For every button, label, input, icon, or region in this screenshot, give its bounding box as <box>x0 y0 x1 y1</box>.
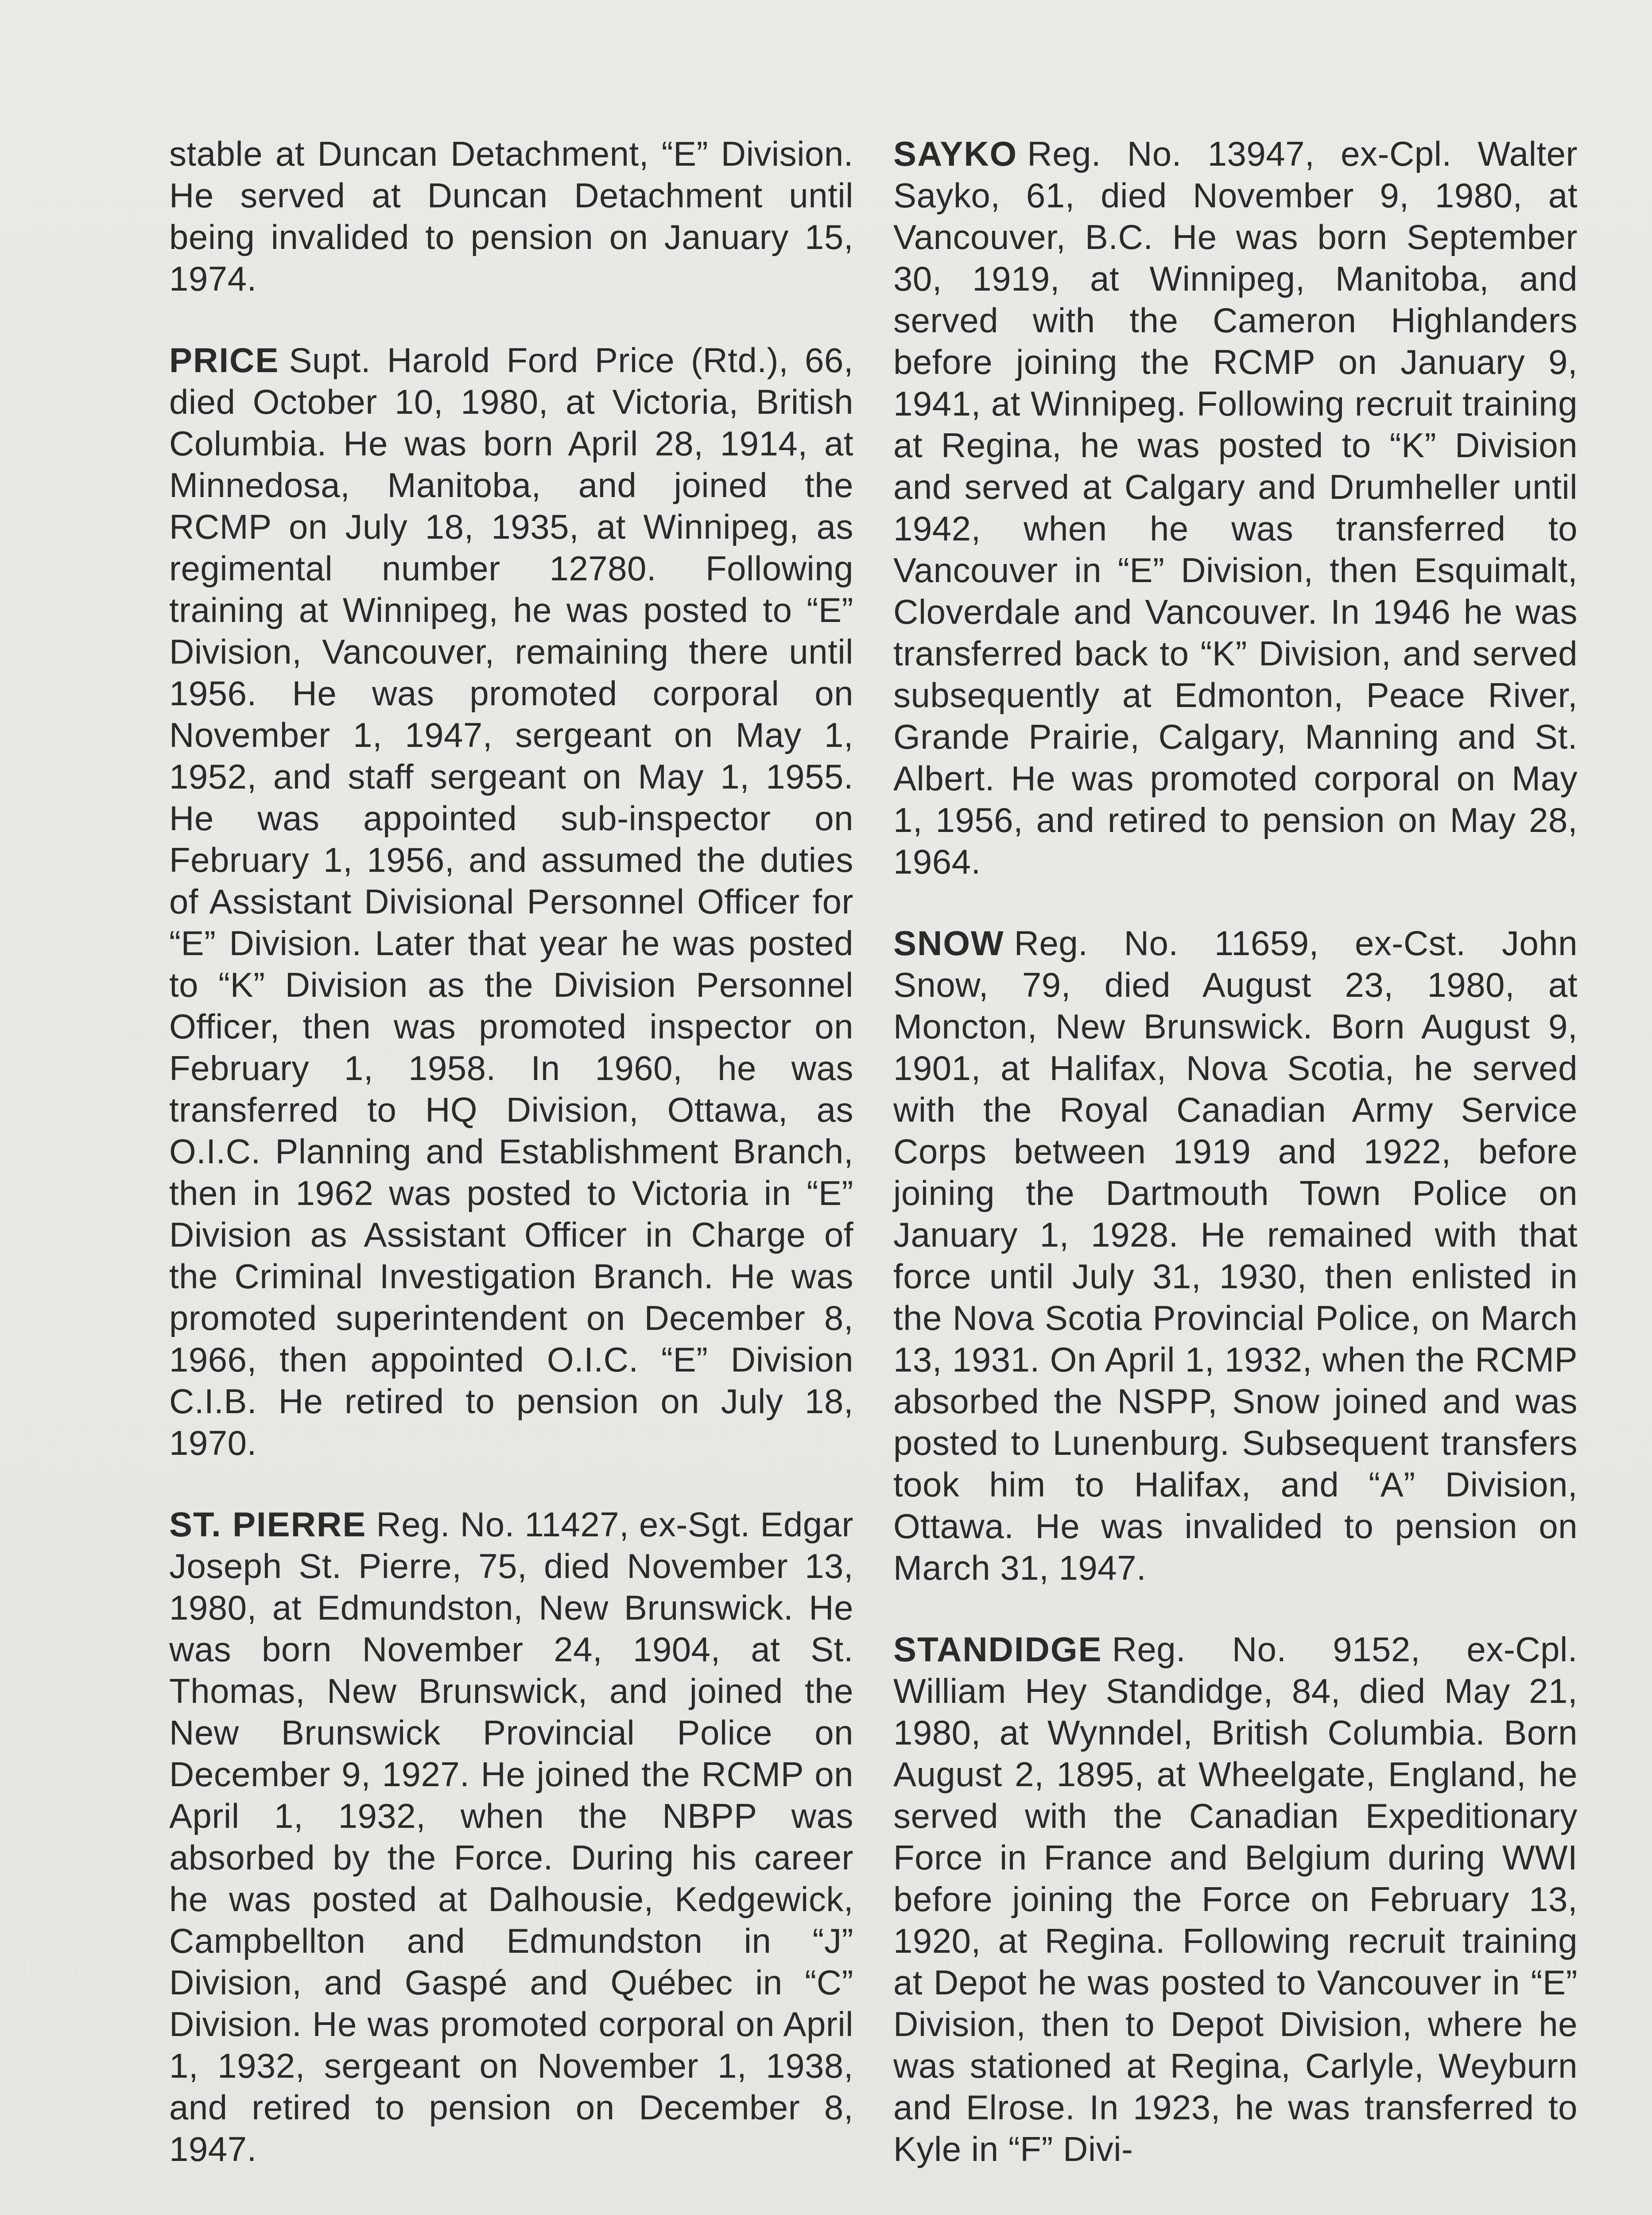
entry-surname: ST. PIERRE <box>169 1505 367 1544</box>
obituary-entry-sayko <box>893 133 1578 882</box>
entry-paragraph <box>893 1628 1578 2170</box>
entry-surname: STANDIDGE <box>893 1630 1102 1669</box>
obituary-entry-price <box>169 339 853 1464</box>
continued-text: stable at Duncan Detachment, “E” Division. He served at Duncan Detachment until being invalided to pension on January 15, 1974. <box>169 134 853 298</box>
entry-surname: PRICE <box>169 341 279 380</box>
entry-surname: SAYKO <box>893 134 1018 173</box>
obituary-entry-st-pierre <box>169 1504 853 2170</box>
entry-paragraph <box>169 339 853 1464</box>
obituary-entry-standidge <box>893 1628 1578 2170</box>
entry-paragraph <box>893 133 1578 882</box>
left-column <box>169 133 853 2210</box>
entry-text: Supt. Harold Ford Price (Rtd.), 66, died October 10, 1980, at Victoria, British Columbia. He was born April 28, 1914, at Minnedosa, Manitoba, and joined the RCMP on July 18, 1935, at Winnipeg, as regimental number 12780. Following training at Winnipeg, he was posted to “E” Division, Vancouver, remaining there until 1956. He was promoted corporal on November 1, 1947, sergeant on May 1, 1952, and staff sergeant on May 1, 1955. He was appointed sub-inspector on February 1, 1956, and assumed the duties of Assistant Divisional Personnel Officer for “E” Division. Later that year he was posted to “K” Division as the Division Personnel Officer, then was promoted inspector on February 1, 1958. In 1960, he was transferred to HQ Division, Ottawa, as O.I.C. Planning and Establishment Branch, then in 1962 was posted to Victoria in “E” Division as Assistant Officer in Charge of the Criminal Investigation Branch. He was promoted superintendent on December 8, 1966, then appointed O.I.C. “E” Division C.I.B. He retired to pension on July 18, 1970. <box>169 341 853 1462</box>
entry-text: Reg. No. 9152, ex-Cpl. William Hey Standidge, 84, died May 21, 1980, at Wynndel, British Columbia. Born August 2, 1895, at Wheelgate, England, he served with the Canadian Expeditionary Force in France and Belgium during WWI before joining the Force on February 13, 1920, at Regina. Following recruit training at Depot he was posted to Vancouver in “E” Division, then to Depot Division, where he was stationed at Regina, Carlyle, Weyburn and Elrose. In 1923, he was transferred to Kyle in “F” Divi- <box>893 1630 1578 2168</box>
entry-paragraph <box>169 1504 853 2170</box>
right-column <box>893 133 1578 2210</box>
obituary-entry-snow <box>893 922 1578 1589</box>
entry-surname: SNOW <box>893 924 1004 963</box>
entry-text: Reg. No. 11427, ex-Sgt. Edgar Joseph St. Pierre, 75, died November 13, 1980, at Edmundston, New Brunswick. He was born November 24, 1904, at St. Thomas, New Brunswick, and joined the New Brunswick Provincial Police on December 9, 1927. He joined the RCMP on April 1, 1932, when the NBPP was absorbed by the Force. During his career he was posted at Dalhousie, Kedgewick, Campbellton and Edmundston in “J” Division, and Gaspé and Québec in “C” Division. He was promoted corporal on April 1, 1932, sergeant on November 1, 1938, and retired to pension on December 8, 1947. <box>169 1505 853 2168</box>
entry-paragraph <box>893 922 1578 1589</box>
entry-text: Reg. No. 11659, ex-Cst. John Snow, 79, died August 23, 1980, at Moncton, New Brunswick. Born August 9, 1901, at Halifax, Nova Scotia, he served with the Royal Canadian Army Service Corps between 1919 and 1922, before joining the Dartmouth Town Police on January 1, 1928. He remained with that force until July 31, 1930, then enlisted in the Nova Scotia Provincial Police, on March 13, 1931. On April 1, 1932, when the RCMP absorbed the NSPP, Snow joined and was posted to Lunenburg. Subsequent transfers took him to Halifax, and “A” Division, Ottawa. He was invalided to pension on March 31, 1947. <box>893 924 1578 1587</box>
entry-text: Reg. No. 13947, ex-Cpl. Walter Sayko, 61, died November 9, 1980, at Vancouver, B.C. He was born September 30, 1919, at Winnipeg, Manitoba, and served with the Cameron Highlanders before joining the RCMP on January 9, 1941, at Winnipeg. Following recruit training at Regina, he was posted to “K” Division and served at Calgary and Drumheller until 1942, when he was transferred to Vancouver in “E” Division, then Esquimalt, Cloverdale and Vancouver. In 1946 he was transferred back to “K” Division, and served subsequently at Edmonton, Peace River, Grande Prairie, Calgary, Manning and St. Albert. He was promoted corporal on May 1, 1956, and retired to pension on May 28, 1964. <box>893 134 1578 881</box>
